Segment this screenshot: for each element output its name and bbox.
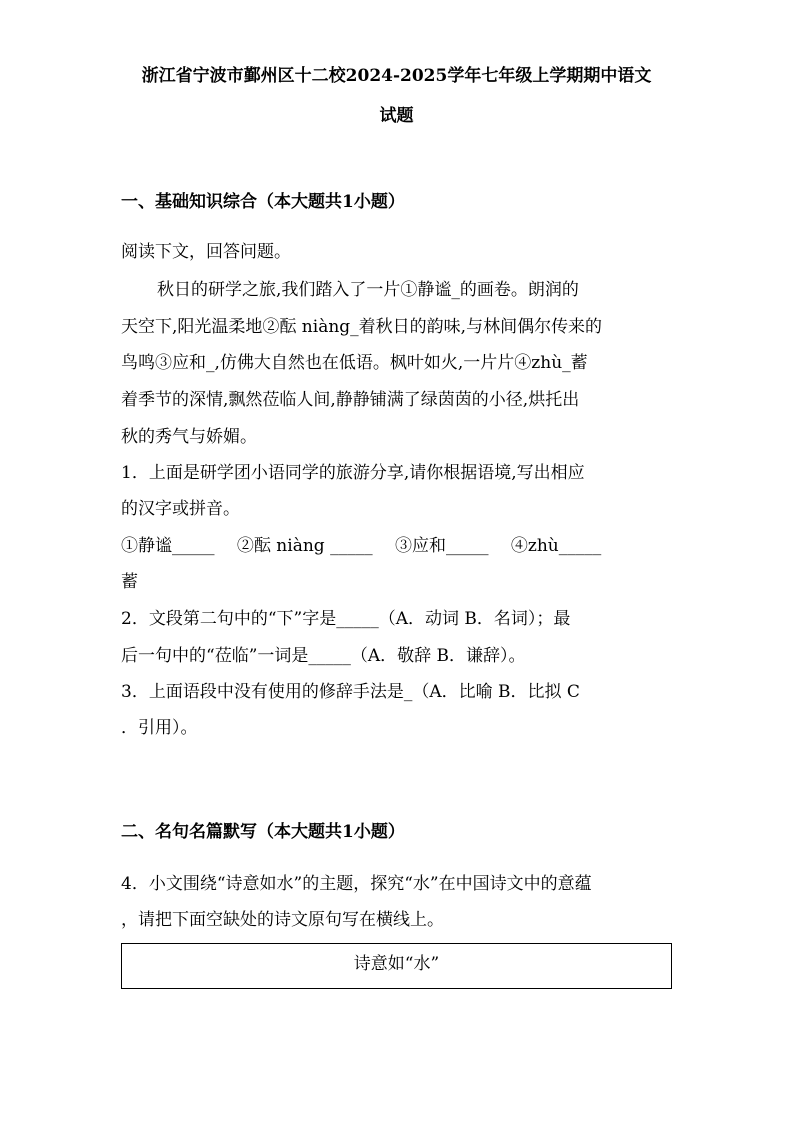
question-4-line-2: ，请把下面空缺处的诗文原句写在横线上。 [121,910,444,930]
question-2-line-2: 后一句中的“莅临”一词是_____（A．敬辞 B．谦辞）。 [121,646,526,666]
poetry-table [121,943,672,989]
passage-line-5: 秋的秀气与娇媚。 [121,427,257,447]
question-1-line-2: 的汉字或拼音。 [121,499,240,519]
passage-line-2: 天空下,阳光温柔地②酝 niàng_着秋日的韵味,与林间偶尔传来的 [121,317,603,337]
question-3-line-2: ．引用）。 [121,718,198,738]
passage-line-4: 着季节的深情,飘然莅临人间,静静铺满了绿茵茵的小径,烘托出 [121,390,580,410]
section-1-heading: 一、基础知识综合（本大题共1小题） [121,192,405,212]
question-3-line-1: 3．上面语段中没有使用的修辞手法是_（A．比喻 B．比拟 C [121,682,580,702]
passage-line-3: 鸟鸣③应和_,仿佛大自然也在低语。枫叶如火,一片片④zhù_蓄 [121,353,588,373]
question-1-line-1: 1．上面是研学团小语同学的旅游分享,请你根据语境,写出相应 [121,463,585,483]
section-2-heading: 二、名句名篇默写（本大题共1小题） [121,822,405,842]
question-2-line-1: 2．文段第二句中的“下”字是_____（A．动词 B．名词）；最 [121,609,571,629]
question-1-blanks-cont: 蓄 [121,572,138,592]
document-title-line-2: 试题 [379,106,414,126]
question-4-line-1: 4．小文围绕“诗意如水”的主题，探究“水”在中国诗文中的意蕴 [121,874,592,894]
poetry-table-title: 诗意如“水” [353,954,440,974]
question-1-blanks: ①静谧_____ ②酝 niàng _____ ③应和_____ ④zhù_____ [121,536,602,556]
reading-instruction: 阅读下文，回答问题。 [121,242,291,262]
document-title-line-1: 浙江省宁波市鄞州区十二校2024-2025学年七年级上学期期中语文 [141,66,652,86]
passage-line-1: 秋日的研学之旅,我们踏入了一片①静谧_的画卷。朗润的 [157,280,579,300]
